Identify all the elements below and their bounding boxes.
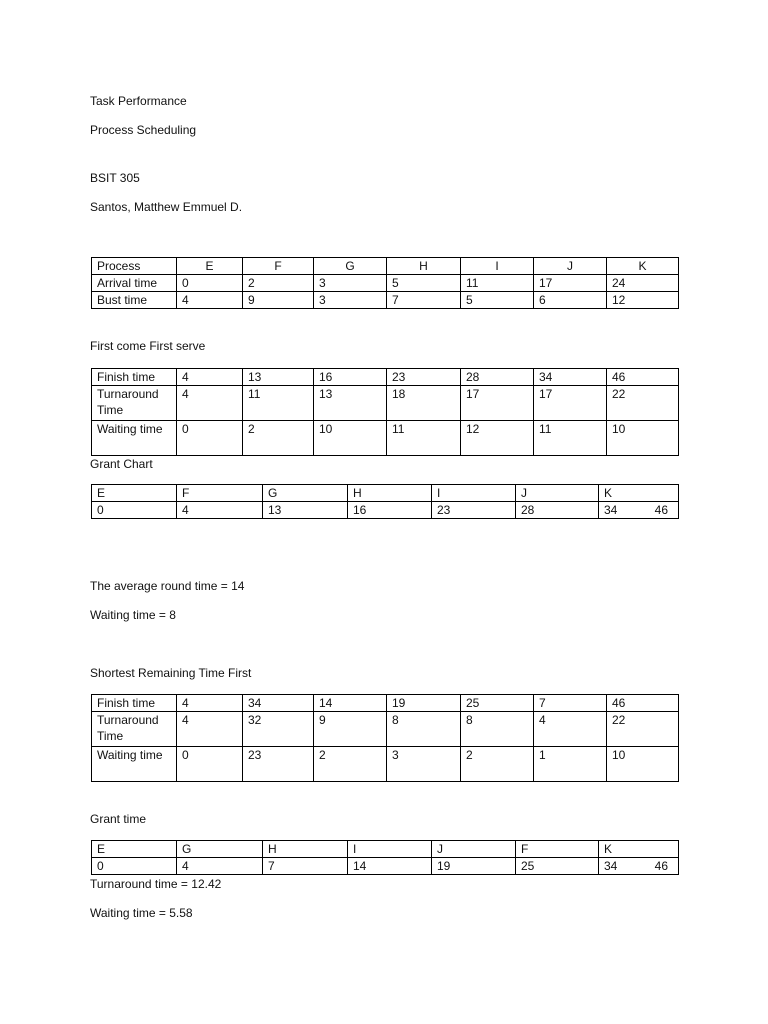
table-row bbox=[92, 258, 679, 275]
table-cell: 14 bbox=[314, 695, 387, 712]
srtf-table bbox=[91, 694, 679, 782]
table-cell: 28 bbox=[461, 369, 534, 386]
srtf-heading: Shortest Remaining Time First bbox=[90, 666, 252, 680]
table-cell: G bbox=[314, 258, 387, 275]
table-cell: 23 bbox=[387, 369, 461, 386]
table-cell: 0 bbox=[177, 421, 243, 456]
table-cell: 12 bbox=[607, 292, 679, 309]
table-cell: 4 bbox=[534, 712, 607, 747]
table-cell: 11 bbox=[243, 386, 314, 421]
fcfs-gantt-chart bbox=[91, 484, 679, 519]
table-row bbox=[92, 695, 679, 712]
table-cell: 34 bbox=[243, 695, 314, 712]
table-cell: 46 bbox=[607, 369, 679, 386]
table-cell: Finish time bbox=[92, 695, 177, 712]
table-cell: 0 bbox=[177, 747, 243, 782]
table-row bbox=[92, 369, 679, 386]
gantt-time bbox=[599, 858, 679, 875]
fcfs-heading: First come First serve bbox=[90, 339, 206, 353]
gantt-label: G bbox=[177, 841, 263, 858]
table-row bbox=[92, 292, 679, 309]
gantt-label: H bbox=[263, 841, 348, 858]
gantt-time: 13 bbox=[263, 502, 348, 519]
table-cell: 4 bbox=[177, 695, 243, 712]
table-row bbox=[92, 386, 679, 421]
table-cell: 24 bbox=[607, 275, 679, 292]
gantt-time-end: 46 bbox=[654, 859, 668, 873]
table-cell: Waiting time bbox=[92, 421, 177, 456]
table-row bbox=[92, 421, 679, 456]
process-table bbox=[91, 257, 679, 309]
gantt-times-row bbox=[92, 502, 679, 519]
document-title: Task Performance bbox=[90, 94, 187, 108]
gantt-label: K bbox=[599, 841, 679, 858]
srtf-average-waiting: Waiting time = 5.58 bbox=[90, 906, 193, 920]
table-cell: 22 bbox=[607, 386, 679, 421]
gantt-labels-row bbox=[92, 841, 679, 858]
srtf-average-turnaround: Turnaround time = 12.42 bbox=[90, 877, 222, 891]
table-cell: Waiting time bbox=[92, 747, 177, 782]
fcfs-average-turnaround: The average round time = 14 bbox=[90, 579, 245, 593]
table-cell: Bust time bbox=[92, 292, 177, 309]
table-cell: 17 bbox=[461, 386, 534, 421]
gantt-time: 14 bbox=[348, 858, 432, 875]
table-cell: 34 bbox=[534, 369, 607, 386]
table-cell: 11 bbox=[461, 275, 534, 292]
table-cell: 7 bbox=[534, 695, 607, 712]
table-cell: Arrival time bbox=[92, 275, 177, 292]
table-cell: H bbox=[387, 258, 461, 275]
table-cell: 4 bbox=[177, 386, 243, 421]
table-cell: 17 bbox=[534, 275, 607, 292]
table-cell: 10 bbox=[314, 421, 387, 456]
table-cell: 11 bbox=[387, 421, 461, 456]
gantt-time: 28 bbox=[516, 502, 599, 519]
gantt-label: G bbox=[263, 485, 348, 502]
gantt-label: J bbox=[516, 485, 599, 502]
table-cell: 5 bbox=[461, 292, 534, 309]
author-name: Santos, Matthew Emmuel D. bbox=[90, 200, 243, 214]
table-cell: 16 bbox=[314, 369, 387, 386]
table-cell: 8 bbox=[387, 712, 461, 747]
document-subject: Process Scheduling bbox=[90, 123, 197, 137]
srtf-gantt-heading: Grant time bbox=[90, 812, 147, 826]
table-cell: I bbox=[461, 258, 534, 275]
gantt-label: I bbox=[348, 841, 432, 858]
section-code: BSIT 305 bbox=[90, 171, 140, 185]
table-cell: J bbox=[534, 258, 607, 275]
table-cell: 3 bbox=[314, 292, 387, 309]
gantt-labels-row bbox=[92, 485, 679, 502]
gantt-time: 16 bbox=[348, 502, 432, 519]
gantt-label: K bbox=[599, 485, 679, 502]
gantt-time: 0 bbox=[92, 502, 177, 519]
table-cell: 1 bbox=[534, 747, 607, 782]
gantt-label: E bbox=[92, 485, 177, 502]
table-cell: 4 bbox=[177, 712, 243, 747]
gantt-label: F bbox=[177, 485, 263, 502]
fcfs-average-waiting: Waiting time = 8 bbox=[90, 608, 176, 622]
gantt-time-start: 34 bbox=[604, 859, 618, 873]
table-cell: 6 bbox=[534, 292, 607, 309]
gantt-label: J bbox=[432, 841, 516, 858]
table-cell: 9 bbox=[243, 292, 314, 309]
table-cell: E bbox=[177, 258, 243, 275]
table-cell: 25 bbox=[461, 695, 534, 712]
table-row bbox=[92, 712, 679, 747]
table-cell: 22 bbox=[607, 712, 679, 747]
table-cell: 10 bbox=[607, 747, 679, 782]
gantt-times-row bbox=[92, 858, 679, 875]
gantt-label: I bbox=[432, 485, 516, 502]
table-cell: 4 bbox=[177, 369, 243, 386]
table-cell: Turnaround Time bbox=[92, 712, 177, 747]
gantt-time-end: 46 bbox=[654, 503, 668, 517]
table-cell: 3 bbox=[314, 275, 387, 292]
table-cell: 9 bbox=[314, 712, 387, 747]
gantt-label: E bbox=[92, 841, 177, 858]
gantt-time-start: 34 bbox=[604, 503, 618, 517]
table-cell: 46 bbox=[607, 695, 679, 712]
table-cell: K bbox=[607, 258, 679, 275]
table-cell: F bbox=[243, 258, 314, 275]
table-cell: 19 bbox=[387, 695, 461, 712]
table-cell: 13 bbox=[243, 369, 314, 386]
table-cell: 7 bbox=[387, 292, 461, 309]
table-cell: 5 bbox=[387, 275, 461, 292]
table-cell: 23 bbox=[243, 747, 314, 782]
table-row bbox=[92, 747, 679, 782]
table-cell: 17 bbox=[534, 386, 607, 421]
table-cell: 18 bbox=[387, 386, 461, 421]
gantt-time: 19 bbox=[432, 858, 516, 875]
gantt-time: 25 bbox=[516, 858, 599, 875]
table-row bbox=[92, 275, 679, 292]
gantt-time bbox=[599, 502, 679, 519]
gantt-time: 4 bbox=[177, 502, 263, 519]
table-cell: 11 bbox=[534, 421, 607, 456]
fcfs-table bbox=[91, 368, 679, 456]
table-cell: 2 bbox=[243, 421, 314, 456]
table-cell: 13 bbox=[314, 386, 387, 421]
table-cell: 2 bbox=[461, 747, 534, 782]
gantt-label: H bbox=[348, 485, 432, 502]
table-cell: Turnaround Time bbox=[92, 386, 177, 421]
table-cell: 8 bbox=[461, 712, 534, 747]
gantt-time: 0 bbox=[92, 858, 177, 875]
table-cell: 3 bbox=[387, 747, 461, 782]
table-cell: 2 bbox=[314, 747, 387, 782]
gantt-time: 23 bbox=[432, 502, 516, 519]
table-cell: 10 bbox=[607, 421, 679, 456]
gantt-time: 7 bbox=[263, 858, 348, 875]
table-cell: 32 bbox=[243, 712, 314, 747]
fcfs-gantt-heading: Grant Chart bbox=[90, 457, 153, 471]
table-cell: 2 bbox=[243, 275, 314, 292]
gantt-time: 4 bbox=[177, 858, 263, 875]
gantt-label: F bbox=[516, 841, 599, 858]
table-cell: 0 bbox=[177, 275, 243, 292]
srtf-gantt-chart bbox=[91, 840, 679, 875]
table-cell: Finish time bbox=[92, 369, 177, 386]
table-cell: 4 bbox=[177, 292, 243, 309]
table-cell: 12 bbox=[461, 421, 534, 456]
table-cell: Process bbox=[92, 258, 177, 275]
